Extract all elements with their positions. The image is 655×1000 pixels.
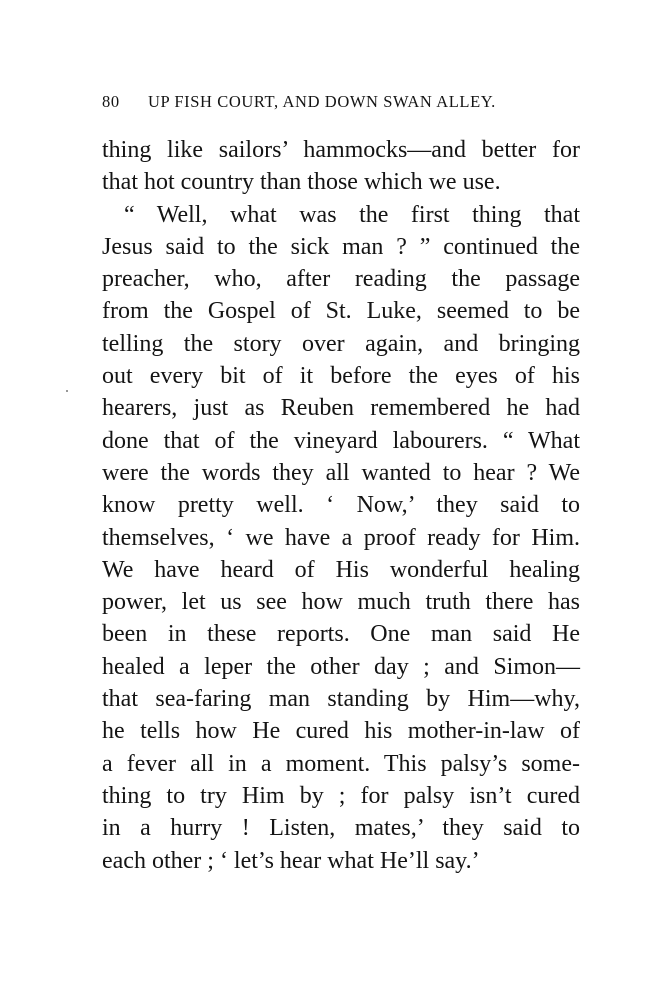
text-line: “ Well, what was the first thing that	[124, 201, 580, 228]
text-line: in a hurry ! Listen, mates,’ they said to	[102, 815, 580, 842]
text-line: know pretty well. ‘ Now,’ they said to	[102, 492, 580, 519]
text-line: thing like sailors’ hammocks—and better for	[102, 137, 580, 163]
text-line: were the words they all wanted to hear ? We	[102, 459, 580, 486]
text-line: hearers, just as Reuben remembered he had	[102, 395, 580, 422]
text-line: he tells how He cured his mother-in-law of	[102, 718, 580, 745]
page-number: 80	[102, 92, 120, 111]
text-line: power, let us see how much truth there has	[102, 589, 580, 616]
text-line: out every bit of it before the eyes of his	[102, 363, 580, 390]
paper-speck	[66, 390, 68, 392]
text-line: that hot country than those which we use.	[102, 169, 501, 196]
text-line: from the Gospel of St. Luke, seemed to be	[102, 298, 580, 325]
text-line: been in these reports. One man said He	[102, 621, 580, 648]
text-line: healed a leper the other day ; and Simon—	[102, 653, 580, 680]
text-line: themselves, ‘ we have a proof ready for Him.	[102, 524, 580, 551]
text-line: preacher, who, after reading the passage	[102, 266, 580, 293]
text-line: telling the story over again, and bringing	[102, 330, 580, 357]
text-line: a fever all in a moment. This palsy’s some-	[102, 750, 580, 777]
text-line: that sea-faring man standing by Him—why,	[102, 686, 580, 713]
text-line: each other ; ‘ let’s hear what He’ll say.’	[102, 847, 480, 874]
text-line: done that of the vineyard labourers. “ What	[102, 427, 580, 454]
running-header	[102, 92, 582, 116]
running-title: UP FISH COURT, AND DOWN SWAN ALLEY.	[148, 92, 496, 111]
text-line: thing to try Him by ; for palsy isn’t cured	[102, 782, 580, 809]
text-line: Jesus said to the sick man ? ” continued the	[102, 233, 580, 260]
body-text	[102, 134, 580, 877]
text-line: We have heard of His wonderful healing	[102, 556, 580, 583]
